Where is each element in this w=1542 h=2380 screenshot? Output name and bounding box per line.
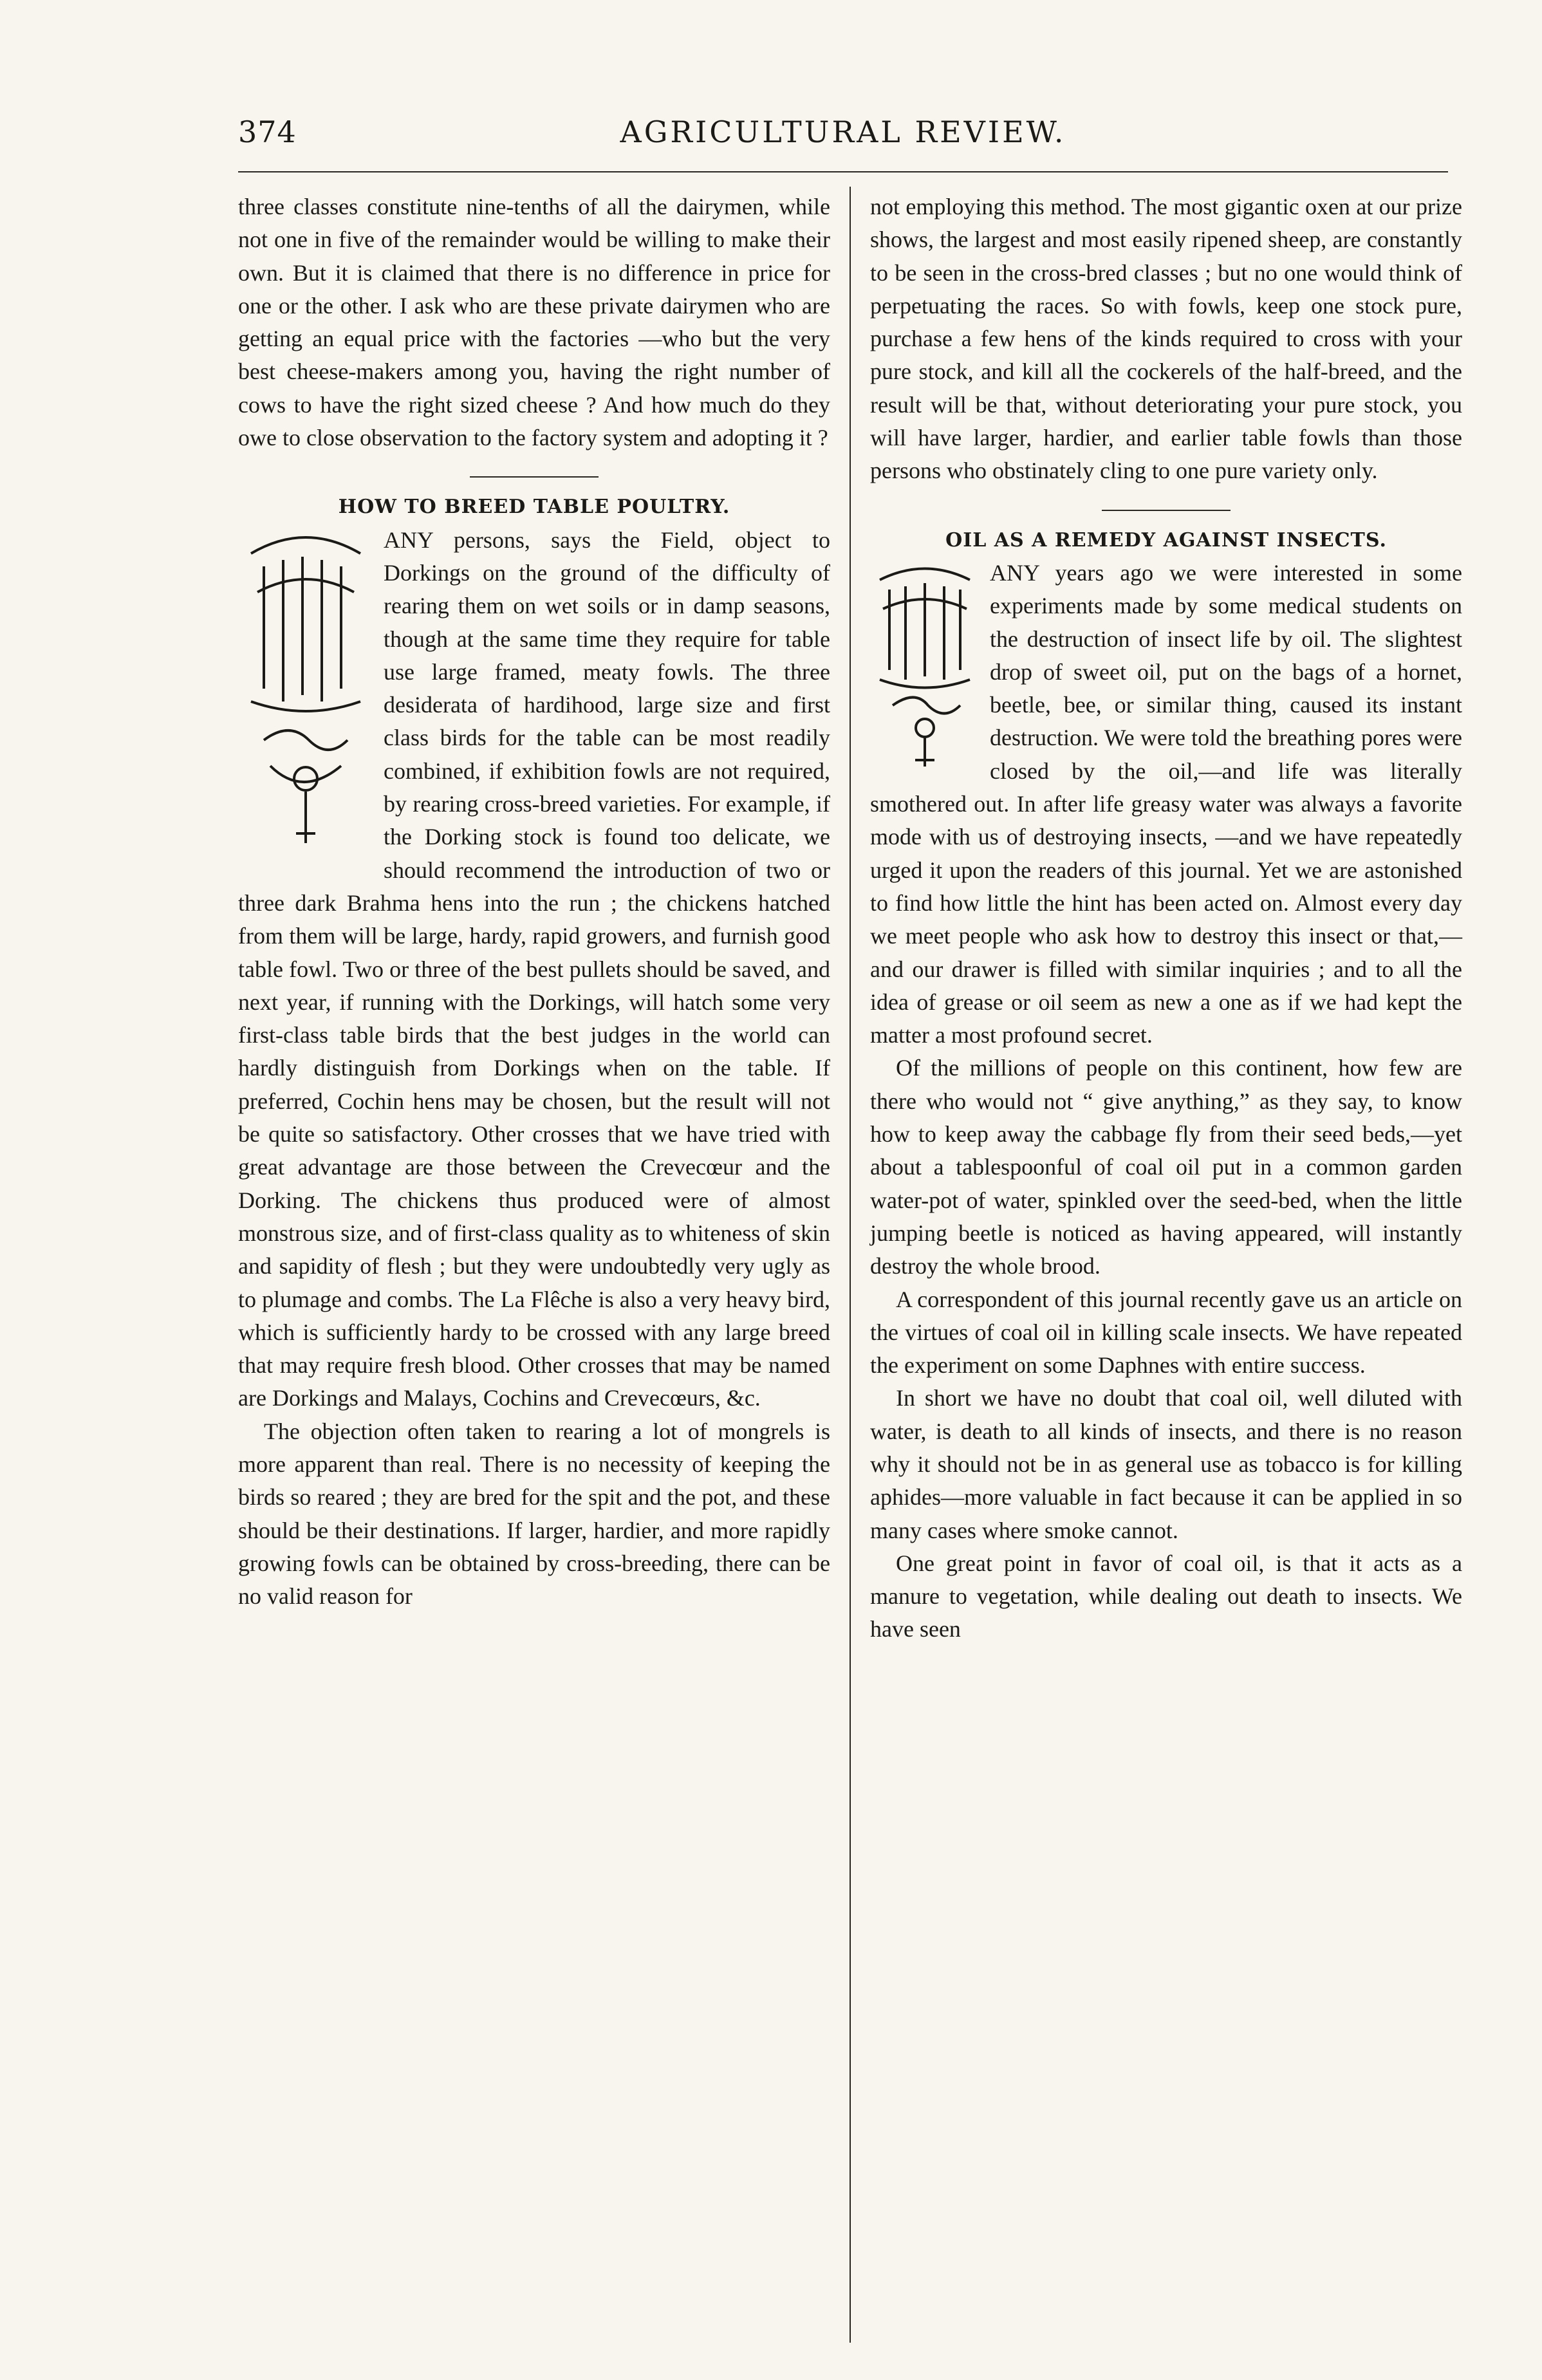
- section-divider: [1102, 510, 1231, 511]
- oil-paragraph-1: ANY years ago we were interested in some experiments made by some medical students on the destruction of insect life by oil. The slightest drop of sweet oil, put on the bags of a hornet, beetle, bee, or similar thing, caused its instant destruction. We were told the breathing pores were closed by the oil,—and life was literally smothered out. In after life greasy water was always a favorite mode with us of destroying insects, —and we have repeatedly urged it upon the readers of this journal. Yet we are astonished to find how little the hint has been acted on. Almost every day we meet people who ask how to destroy this insect or that,—and our drawer is filled with similar inquiries ; and to all the idea of grease or oil seem as new a one as if we had kept the matter a most profound secret.: [870, 559, 1462, 1048]
- section-divider: [470, 476, 599, 478]
- oil-paragraph-5: One great point in favor of coal oil, is that it acts as a manure to vegetation, while dealing out death to insects. We have seen: [870, 1550, 1462, 1642]
- oil-paragraph-4: In short we have no doubt that coal oil, well diluted with water, is death to all kinds of insects, and there is no reason why it should not be in as general use as tobacco is for killing aphides—more valuable in fact because it can be applied in so many cases where smoke cannot.: [870, 1385, 1462, 1543]
- page-number: 374: [238, 115, 297, 149]
- header-rule: [238, 171, 1448, 172]
- page-header: [238, 115, 1448, 160]
- ornamental-dropcap-m: [870, 561, 980, 773]
- left-column: [238, 191, 830, 1613]
- right-column: [870, 191, 1462, 1646]
- poultry-paragraph-1: ANY persons, says the Field, object to Dorkings on the ground of the difficulty of rearing them on wet soils or in damp seasons, though at the same time they require for table use large framed, meaty fowls. The three desiderata of hardihood, large size and first class birds for the table can be most readily combined, if exhibition fowls are not required, by rearing cross-breed varieties. For example, if the Dorking stock is found too delicate, we should recommend the introduction of two or three dark Brahma hens into the run ; the chickens hatched from them will be large, hardy, rapid growers, and furnish good table fowl. Two or three of the best pullets should be saved, and next year, if running with the Dorkings, will hatch some very first-class table birds that the best judges in the world can hardly distinguish from Dorkings when on the table. If preferred, Cochin hens may be chosen, but the result will not be quite so satisfactory. Other crosses that we have tried with great advantage are those between the Crevecœur and the Dorking. The chickens thus produced were of almost monstrous size, and of first-class quality as to whiteness of skin and sapidity of flesh ; but they were undoubtedly very ugly as to plumage and combs. The La Flêche is also a very heavy bird, which is sufficiently hardy to be crossed with any large breed that may require fresh blood. Other crosses that may be named are Dorkings and Malays, Cochins and Crevecœurs, &c.: [238, 526, 830, 1411]
- continuation-paragraph: not employing this method. The most gigantic oxen at our prize shows, the largest and most easily ripened sheep, are constantly to be seen in the cross-bred classes ; but no one would think of perpetuating the races. So with fowls, keep one stock pure, purchase a few hens of the kinds required to cross with your pure stock, and kill all the cockerels of the half-breed, and the result will be that, without deteriorating your pure stock, you will have larger, hardier, and earlier table fowls than those persons who obstinately cling to one pure variety only.: [870, 194, 1462, 484]
- ornamental-dropcap-m: [238, 528, 373, 862]
- article-title-poultry: HOW TO BREED TABLE POULTRY.: [338, 496, 730, 519]
- ornamental-letter-icon: [238, 528, 373, 862]
- poultry-paragraph-2: The objection often taken to rearing a lot of mongrels is more apparent than real. There is no necessity of keeping the birds so reared ; they are bred for the spit and the pot, and these should be their destinations. If larger, hardier, and more rapidly growing fowls can be obtained by cross-breeding, there can be no valid reason for: [238, 1418, 830, 1610]
- intro-paragraph: three classes constitute nine-tenths of all the dairymen, while not one in five of the remainder would be willing to make their own. But it is claimed that there is no difference in price for one or the other. I ask who are these private dairymen who are getting an equal price with the factories —who but the very best cheese-makers among you, having the right number of cows to have the right sized cheese ? And how much do they owe to close observation to the factory system and adopting it ?: [238, 194, 830, 451]
- ornamental-letter-icon: [870, 561, 980, 773]
- article-title-oil: OIL AS A REMEDY AGAINST INSECTS.: [945, 528, 1387, 552]
- column-rule: [850, 187, 851, 2343]
- running-head: AGRICULTURAL REVIEW.: [620, 115, 1066, 149]
- oil-paragraph-3: A correspondent of this journal recently gave us an article on the virtues of coal oil in killing scale insects. We have repeated the experiment on some Daphnes with entire success.: [870, 1286, 1462, 1379]
- oil-paragraph-2: Of the millions of people on this continent, how few are there who would not “ give anything,” as they say, to know how to keep away the cabbage fly from their seed beds,—yet about a tablespoonful of coal oil put in a common garden water-pot of water, spinkled over the seed-bed, when the little jumping beetle is noticed as having appeared, will instantly destroy the whole brood.: [870, 1055, 1462, 1279]
